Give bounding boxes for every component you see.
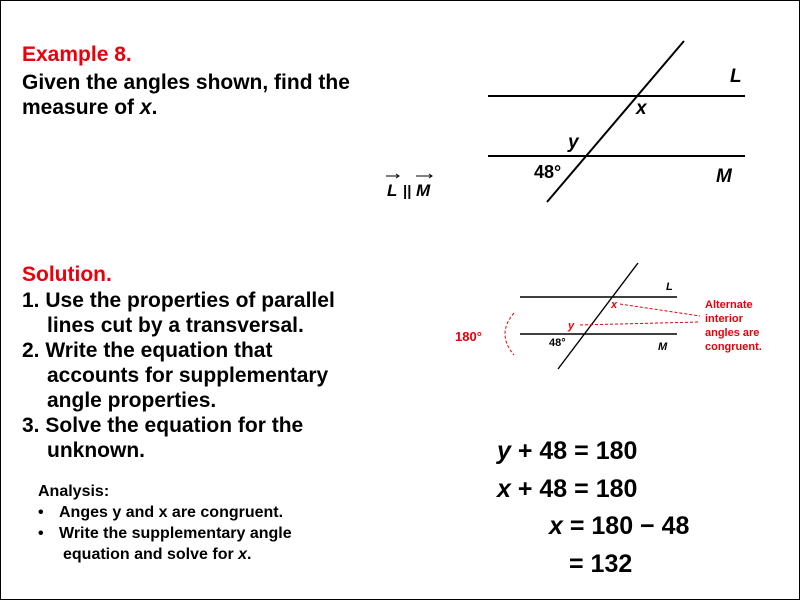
step-1-line-2: lines cut by a transversal. — [47, 314, 304, 337]
bullet-2: • — [38, 525, 44, 542]
analysis-item-2-line-1: Write the supplementary angle — [59, 525, 292, 542]
analysis-item-2-line-2-pre: equation and solve for — [63, 546, 239, 563]
equation-1-rest: + 48 = 180 — [510, 437, 638, 465]
pointer-to-y — [580, 322, 700, 325]
small-label-180: 180° — [455, 329, 482, 344]
equation-3 — [549, 512, 689, 541]
analysis-box — [38, 481, 292, 565]
small-transversal — [558, 263, 638, 369]
parallel-notation — [386, 174, 432, 200]
step-3-line-2: unknown. — [47, 439, 145, 462]
prompt-variable: x — [139, 96, 152, 119]
step-2-line-3: angle properties. — [47, 389, 217, 412]
step-2-number: 2. — [22, 339, 40, 362]
note-line-1: Alternate — [705, 299, 753, 311]
prompt-line-1: Given the angles shown, find the — [22, 71, 350, 94]
parallel-symbol: || — [403, 183, 412, 200]
analysis-item-2-line-2 — [38, 544, 292, 565]
equation-1 — [497, 437, 637, 466]
prompt-line-2-post: . — [151, 96, 158, 119]
pointer-to-x — [620, 304, 700, 316]
step-2-line-1: Write the equation that — [45, 339, 273, 362]
small-diagram — [455, 263, 762, 369]
equation-2-rest: + 48 = 180 — [510, 475, 638, 503]
step-3-number: 3. — [22, 414, 40, 437]
solution-step-2 — [22, 338, 328, 413]
bullet-1: • — [38, 504, 44, 521]
parallel-label-M: M — [416, 181, 431, 200]
analysis-item-2-line-2-post: . — [247, 546, 252, 563]
small-label-x: x — [611, 299, 618, 311]
solution-step-3 — [22, 413, 303, 463]
analysis-variable: x — [238, 546, 248, 563]
main-label-y: y — [568, 132, 579, 153]
transversal — [547, 41, 684, 202]
equation-4-rest: = 132 — [569, 550, 633, 578]
equation-1-var: y — [497, 437, 511, 465]
small-label-L: L — [666, 281, 673, 293]
analysis-item-2 — [38, 523, 292, 544]
note-line-4: congruent. — [705, 341, 762, 353]
main-label-L: L — [730, 66, 742, 87]
analysis-item-1 — [38, 502, 292, 523]
equation-3-rest: = 180 − 48 — [562, 512, 690, 540]
small-label-M: M — [658, 341, 668, 353]
analysis-item-1-text: Anges y and x are congruent. — [59, 504, 284, 521]
note-line-3: angles are — [705, 327, 760, 339]
parallel-label-L: L — [387, 181, 398, 200]
supplementary-bracket — [505, 313, 514, 355]
step-2-line-2: accounts for supplementary — [47, 364, 329, 387]
analysis-title: Analysis: — [38, 483, 110, 500]
small-label-48: 48° — [549, 337, 566, 349]
step-1-line-1: Use the properties of parallel — [45, 289, 335, 312]
main-label-48: 48° — [534, 162, 562, 182]
note-line-2: interior — [705, 313, 743, 325]
equation-2-var: x — [497, 475, 511, 503]
step-1-number: 1. — [22, 289, 40, 312]
equation-3-var: x — [549, 512, 563, 540]
example-title: Example 8. — [22, 43, 132, 66]
equation-2 — [497, 475, 637, 504]
step-3-line-1: Solve the equation for the — [45, 414, 304, 437]
small-label-y: y — [568, 320, 575, 332]
solution-title: Solution. — [22, 263, 112, 286]
equation-4 — [569, 550, 632, 579]
main-label-x: x — [636, 98, 647, 119]
main-label-M: M — [716, 166, 732, 187]
solution-step-1 — [22, 288, 335, 338]
prompt-line-2-pre: measure of — [22, 96, 140, 119]
